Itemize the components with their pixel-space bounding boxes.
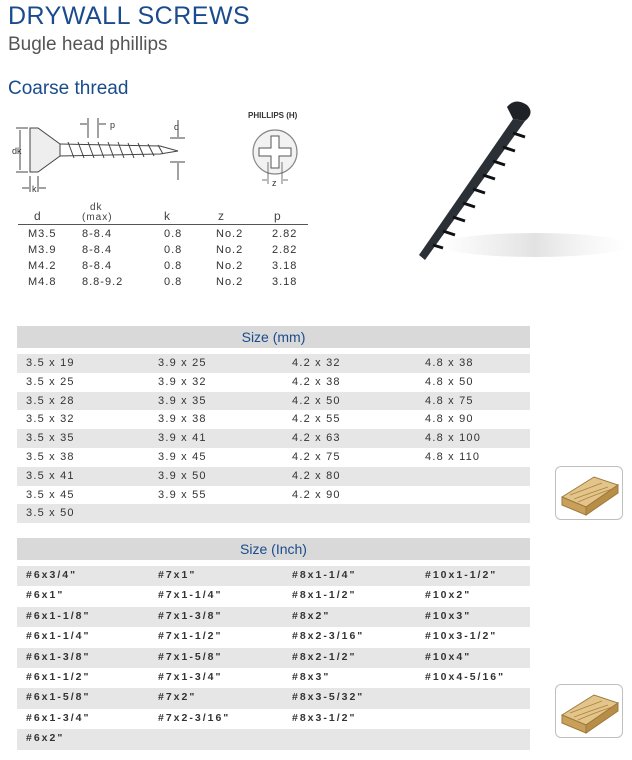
size-mm-cell: 4.2 x 75 (292, 450, 341, 463)
spec-header-dk: dk (90, 202, 103, 213)
size-mm-cell: 3.5 x 50 (26, 507, 75, 520)
size-inch-row (17, 668, 530, 688)
size-inch-row (17, 709, 530, 729)
size-inch-cell: #10x4-5/16" (425, 670, 506, 683)
size-inch-cell: #6x1-1/4" (26, 630, 91, 643)
size-inch-cell: #8x2-3/16" (292, 630, 365, 643)
size-mm-row (17, 429, 530, 448)
size-mm-row (17, 410, 530, 429)
size-mm-cell: 4.8 x 110 (425, 450, 481, 463)
spec-row (18, 273, 308, 289)
spec-cell-dk: 8-8.4 (82, 244, 113, 256)
size-inch-cell: #8x1-1/4" (292, 569, 357, 581)
d-label: d (174, 122, 180, 132)
page-title: DRYWALL SCREWS (8, 2, 251, 30)
spec-table-body (18, 225, 308, 289)
size-inch-cell: #7x1-1/4" (158, 589, 223, 602)
size-mm-cell: 3.9 x 38 (158, 413, 207, 426)
size-mm-body (17, 354, 530, 523)
size-inch-row (17, 688, 530, 708)
size-mm-row (17, 467, 530, 486)
phillips-label: PHILLIPS (H) (248, 111, 298, 120)
spec-cell-p: 2.82 (272, 228, 298, 240)
size-inch-cell: #6x1-3/4" (26, 711, 91, 724)
size-mm-cell: 4.8 x 75 (425, 394, 474, 407)
size-mm-cell: 3.5 x 35 (26, 432, 75, 445)
size-mm-row (17, 392, 530, 411)
dk-label: dk (12, 146, 22, 156)
size-inch-cell: #7x1-3/4" (158, 670, 223, 683)
spec-cell-z: No.2 (216, 260, 244, 272)
size-inch-cell: #7x1" (158, 569, 197, 581)
size-mm-row (17, 448, 530, 467)
size-mm-cell: 4.8 x 100 (425, 432, 482, 445)
k-label: k (32, 184, 37, 194)
p-label: p (110, 120, 116, 130)
spec-cell-d: M4.8 (28, 276, 57, 288)
size-mm-cell: 4.8 x 90 (425, 413, 474, 426)
size-mm-cell: 4.2 x 80 (292, 469, 341, 482)
size-inch-cell: #10x3" (425, 609, 472, 622)
size-mm-cell: 3.5 x 38 (26, 450, 75, 463)
size-mm-cell: 3.9 x 35 (158, 394, 207, 407)
spec-cell-dk: 8-8.4 (82, 228, 113, 240)
size-inch-cell: #8x1-1/2" (292, 589, 357, 602)
spec-header-k: k (164, 209, 171, 223)
spec-row (18, 225, 308, 241)
size-inch-cell: #7x1-1/2" (158, 630, 223, 643)
size-mm-cell: 3.9 x 50 (158, 469, 207, 482)
size-mm-cell: 3.5 x 25 (26, 375, 75, 388)
size-inch-row (17, 648, 530, 668)
size-inch-cell: #6x1" (26, 589, 65, 602)
size-mm-row (17, 486, 530, 505)
size-mm-cell: 3.5 x 19 (26, 357, 75, 369)
spec-cell-dk: 8-8.4 (82, 260, 113, 272)
spec-cell-d: M4.2 (28, 260, 57, 272)
size-inch-cell: #8x3" (292, 670, 331, 683)
spec-header-dk-max: (max) (82, 212, 113, 223)
size-inch-cell: #6x1-1/2" (26, 670, 91, 683)
size-mm-row (17, 504, 530, 523)
size-mm-cell: 3.5 x 41 (26, 469, 75, 482)
screw-photo (385, 95, 625, 270)
size-inch-row (17, 586, 530, 606)
spec-header-p: p (274, 209, 282, 223)
size-mm-cell: 3.5 x 45 (26, 488, 75, 501)
size-inch-cell: #6x3/4" (26, 569, 78, 581)
size-mm-cell: 4.2 x 90 (292, 488, 341, 501)
size-mm-cell: 4.8 x 38 (425, 357, 474, 369)
spec-row (18, 241, 308, 257)
size-mm-cell: 3.5 x 32 (26, 413, 75, 426)
size-inch-cell: #8x2" (292, 609, 331, 622)
section-title: Coarse thread (8, 78, 129, 99)
size-mm-cell: 4.2 x 63 (292, 432, 341, 445)
spec-header-d: d (34, 209, 42, 223)
screw-dimension-diagram (10, 108, 195, 198)
size-inch-row (17, 729, 530, 749)
size-inch-row (17, 607, 530, 627)
spec-table-header (18, 202, 308, 225)
size-mm-cell: 4.8 x 50 (425, 375, 474, 388)
size-inch-cell: #7x2" (158, 691, 197, 704)
spec-cell-z: No.2 (216, 244, 244, 256)
size-inch-cell: #8x3-1/2" (292, 711, 357, 724)
wood-board-icon (555, 684, 623, 738)
spec-header-z: z (218, 209, 225, 223)
size-mm-cell: 4.2 x 32 (292, 357, 341, 369)
size-mm-cell: 4.2 x 55 (292, 413, 341, 426)
spec-cell-k: 0.8 (164, 228, 183, 240)
size-inch-cell: #6x1-5/8" (26, 691, 91, 704)
size-inch-cell: #6x1-1/8" (26, 609, 91, 622)
spec-row (18, 257, 308, 273)
size-inch-table (17, 538, 530, 750)
size-mm-cell: 3.9 x 25 (158, 357, 207, 369)
size-inch-cell: #10x3-1/2" (425, 630, 498, 643)
spec-cell-k: 0.8 (164, 276, 183, 288)
size-inch-cell: #10x2" (425, 589, 472, 602)
size-inch-cell: #6x1-3/8" (26, 650, 91, 663)
wood-board-icon (555, 466, 623, 520)
size-mm-cell: 3.9 x 45 (158, 450, 207, 463)
size-mm-cell: 3.9 x 55 (158, 488, 207, 501)
spec-cell-z: No.2 (216, 276, 244, 288)
size-inch-cell: #10x1-1/2" (425, 569, 498, 581)
size-inch-cell: #8x3-5/32" (292, 691, 365, 704)
size-mm-cell: 4.2 x 38 (292, 375, 341, 388)
size-mm-cell: 4.2 x 50 (292, 394, 341, 407)
size-inch-body (17, 566, 530, 750)
size-mm-table (17, 326, 530, 523)
spec-cell-dk: 8.8-9.2 (82, 276, 124, 288)
spec-table (18, 202, 308, 289)
spec-cell-p: 3.18 (272, 260, 298, 272)
z-label: z (272, 178, 277, 188)
size-inch-title: Size (Inch) (17, 538, 530, 560)
spec-cell-k: 0.8 (164, 244, 183, 256)
spec-cell-z: No.2 (216, 228, 244, 240)
size-inch-cell: #10x4" (425, 650, 472, 663)
size-mm-cell: 3.5 x 28 (26, 394, 75, 407)
size-mm-row (17, 354, 530, 373)
size-inch-cell: #7x1-3/8" (158, 609, 223, 622)
size-inch-cell: #6x2" (26, 732, 65, 745)
spec-cell-p: 2.82 (272, 244, 298, 256)
page-subtitle: Bugle head phillips (8, 34, 168, 55)
spec-cell-k: 0.8 (164, 260, 183, 272)
spec-cell-p: 3.18 (272, 276, 298, 288)
size-inch-cell: #7x1-5/8" (158, 650, 223, 663)
spec-cell-d: M3.9 (28, 244, 57, 256)
size-mm-title: Size (mm) (17, 326, 530, 348)
spec-cell-d: M3.5 (28, 228, 57, 240)
size-inch-row (17, 627, 530, 647)
size-mm-cell: 3.9 x 32 (158, 375, 207, 388)
size-inch-cell: #8x2-1/2" (292, 650, 357, 663)
size-mm-cell: 3.9 x 41 (158, 432, 207, 445)
phillips-head-diagram (240, 122, 310, 192)
size-inch-row (17, 566, 530, 586)
size-mm-row (17, 373, 530, 392)
size-inch-cell: #7x2-3/16" (158, 711, 231, 724)
